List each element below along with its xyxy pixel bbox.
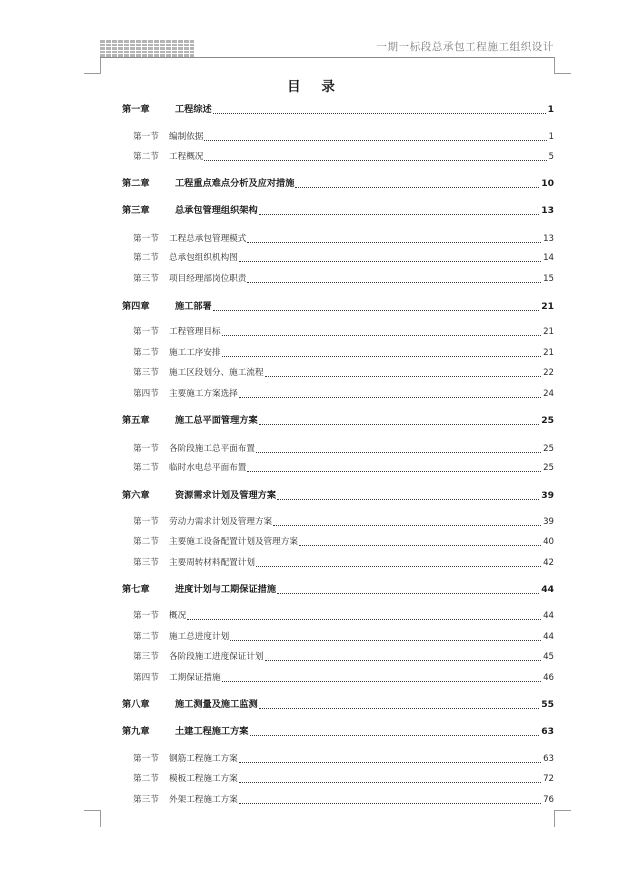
- toc-entry-page: 5: [548, 152, 554, 162]
- company-logo: [100, 40, 194, 57]
- toc-entry-title: 工程综述: [175, 104, 212, 115]
- toc-section-entry[interactable]: [133, 648, 554, 664]
- toc-dot-leader: [273, 525, 541, 526]
- crop-mark-top-left: [84, 57, 101, 74]
- crop-mark-bottom-left: [84, 810, 101, 827]
- toc-entry-number: 第一节: [133, 132, 159, 142]
- toc-entry-number: 第二节: [133, 632, 159, 642]
- toc-entry-title: 土建工程施工方案: [175, 726, 249, 737]
- toc-entry-title: 工程重点难点分析及应对措施: [175, 178, 295, 189]
- toc-entry-page: 45: [543, 652, 554, 662]
- toc-dot-leader: [277, 593, 539, 594]
- toc-dot-leader: [230, 640, 541, 641]
- toc-entry-page: 1: [547, 104, 554, 115]
- toc-entry-number: 第二节: [133, 348, 159, 358]
- toc-entry-number: 第二节: [133, 152, 159, 162]
- toc-dot-leader: [247, 242, 541, 243]
- toc-entry-page: 1: [548, 132, 554, 142]
- toc-entry-title: 施工测量及施工监测: [175, 699, 258, 710]
- toc-dot-leader: [259, 708, 540, 709]
- toc-section-entry[interactable]: [133, 628, 554, 644]
- toc-entry-title: 工程概况: [169, 152, 204, 162]
- toc-entry-title: 施工总平面管理方案: [175, 415, 258, 426]
- toc-entry-title: 项目经理部岗位职责: [169, 274, 247, 284]
- toc-dot-leader: [213, 113, 546, 114]
- toc-entry-page: 76: [543, 795, 554, 805]
- toc-entry-page: 39: [543, 517, 554, 527]
- toc-chapter-entry[interactable]: [122, 101, 554, 117]
- toc-dot-leader: [265, 660, 542, 661]
- toc-entry-title: 钢筋工程施工方案: [169, 754, 238, 764]
- toc-chapter-entry[interactable]: [122, 298, 554, 314]
- toc-entry-page: 24: [543, 389, 554, 399]
- toc-entry-number: 第二章: [122, 178, 150, 189]
- toc-chapter-entry[interactable]: [122, 723, 554, 739]
- toc-section-entry[interactable]: [133, 770, 554, 786]
- toc-entry-title: 施工区段划分、施工流程: [169, 368, 264, 378]
- toc-entry-number: 第五章: [122, 415, 150, 426]
- toc-dot-leader: [295, 187, 539, 188]
- toc-dot-leader: [256, 566, 541, 567]
- toc-section-entry[interactable]: [133, 440, 554, 456]
- toc-entry-title: 主要周转材料配置计划: [169, 558, 255, 568]
- toc-entry-page: 21: [543, 327, 554, 337]
- toc-section-entry[interactable]: [133, 249, 554, 265]
- toc-section-entry[interactable]: [133, 459, 554, 475]
- header-rule: [100, 57, 554, 58]
- toc-entry-number: 第二节: [133, 253, 159, 263]
- toc-entry-title: 资源需求计划及管理方案: [175, 490, 277, 501]
- toc-entry-page: 15: [543, 274, 554, 284]
- toc-title: 目 录: [287, 79, 343, 95]
- toc-entry-number: 第九章: [122, 726, 150, 737]
- toc-entry-title: 临时水电总平面布置: [169, 463, 247, 473]
- toc-entry-page: 25: [543, 463, 554, 473]
- toc-chapter-entry[interactable]: [122, 696, 554, 712]
- toc-section-entry[interactable]: [133, 364, 554, 380]
- toc-entry-title: 编制依据: [169, 132, 204, 142]
- toc-entry-title: 工程总承包管理模式: [169, 234, 247, 244]
- toc-entry-page: 14: [543, 253, 554, 263]
- toc-dot-leader: [204, 140, 546, 141]
- toc-section-entry[interactable]: [133, 230, 554, 246]
- toc-entry-page: 40: [543, 537, 554, 547]
- toc-entry-number: 第一节: [133, 611, 159, 621]
- toc-entry-title: 各阶段施工总平面布置: [169, 444, 255, 454]
- toc-chapter-entry[interactable]: [122, 581, 554, 597]
- toc-dot-leader: [187, 619, 541, 620]
- toc-entry-number: 第六章: [122, 490, 150, 501]
- toc-entry-title: 施工工序安排: [169, 348, 221, 358]
- toc-entry-page: 72: [543, 774, 554, 784]
- toc-entry-number: 第三节: [133, 652, 159, 662]
- toc-section-entry[interactable]: [133, 385, 554, 401]
- toc-section-entry[interactable]: [133, 533, 554, 549]
- toc-entry-number: 第二节: [133, 774, 159, 784]
- toc-entry-page: 21: [543, 348, 554, 358]
- toc-entry-page: 46: [543, 673, 554, 683]
- toc-entry-page: 21: [541, 301, 554, 312]
- toc-section-entry[interactable]: [133, 791, 554, 807]
- toc-entry-number: 第一节: [133, 754, 159, 764]
- toc-entry-page: 22: [543, 368, 554, 378]
- toc-entry-title: 工期保证措施: [169, 673, 221, 683]
- toc-chapter-entry[interactable]: [122, 175, 554, 191]
- toc-section-entry[interactable]: [133, 513, 554, 529]
- toc-entry-number: 第三节: [133, 795, 159, 805]
- toc-entry-number: 第二节: [133, 537, 159, 547]
- toc-entry-page: 13: [541, 205, 554, 216]
- toc-entry-page: 63: [543, 754, 554, 764]
- toc-entry-title: 总承包组织机构图: [169, 253, 238, 263]
- toc-dot-leader: [222, 681, 541, 682]
- toc-entry-title: 施工部署: [175, 301, 212, 312]
- toc-entry-page: 44: [543, 611, 554, 621]
- toc-dot-leader: [213, 310, 539, 311]
- toc-entry-number: 第三节: [133, 558, 159, 568]
- toc-entry-title: 进度计划与工期保证措施: [175, 584, 277, 595]
- toc-section-entry[interactable]: [133, 344, 554, 360]
- toc-dot-leader: [259, 214, 540, 215]
- toc-dot-leader: [239, 803, 541, 804]
- toc-dot-leader: [250, 735, 540, 736]
- crop-mark-top-right: [554, 57, 571, 74]
- toc-section-entry[interactable]: [133, 607, 554, 623]
- toc-entry-number: 第三节: [133, 368, 159, 378]
- toc-section-entry[interactable]: [133, 750, 554, 766]
- toc-entry-page: 42: [543, 558, 554, 568]
- toc-entry-title: 施工总进度计划: [169, 632, 230, 642]
- toc-entry-number: 第七章: [122, 584, 150, 595]
- toc-entry-number: 第四章: [122, 301, 150, 312]
- toc-entry-number: 第三章: [122, 205, 150, 216]
- toc-chapter-entry[interactable]: [122, 412, 554, 428]
- toc-section-entry[interactable]: [133, 554, 554, 570]
- toc-chapter-entry[interactable]: [122, 487, 554, 503]
- toc-dot-leader: [222, 335, 541, 336]
- toc-entry-page: 44: [541, 584, 554, 595]
- toc-entry-page: 63: [541, 726, 554, 737]
- toc-entry-title: 主要施工设备配置计划及管理方案: [169, 537, 298, 547]
- toc-entry-title: 劳动力需求计划及管理方案: [169, 517, 273, 527]
- toc-dot-leader: [239, 261, 541, 262]
- toc-entry-page: 13: [543, 234, 554, 244]
- toc-entry-number: 第八章: [122, 699, 150, 710]
- toc-dot-leader: [239, 762, 541, 763]
- toc-entry-title: 模板工程施工方案: [169, 774, 238, 784]
- toc-section-entry[interactable]: [133, 128, 554, 144]
- toc-entry-page: 25: [541, 415, 554, 426]
- toc-entry-number: 第二节: [133, 463, 159, 473]
- toc-section-entry[interactable]: [133, 323, 554, 339]
- toc-entry-page: 10: [541, 178, 554, 189]
- toc-dot-leader: [239, 782, 541, 783]
- toc-entry-title: 各阶段施工进度保证计划: [169, 652, 264, 662]
- toc-entry-page: 55: [541, 699, 554, 710]
- toc-chapter-entry[interactable]: [122, 202, 554, 218]
- toc-dot-leader: [256, 452, 541, 453]
- toc-dot-leader: [247, 471, 541, 472]
- toc-dot-leader: [222, 356, 541, 357]
- toc-entry-number: 第三节: [133, 274, 159, 284]
- toc-entry-number: 第一章: [122, 104, 150, 115]
- toc-section-entry[interactable]: [133, 270, 554, 286]
- toc-section-entry[interactable]: [133, 148, 554, 164]
- toc-dot-leader: [299, 545, 541, 546]
- toc-dot-leader: [247, 282, 541, 283]
- toc-entry-number: 第四节: [133, 673, 159, 683]
- toc-entry-title: 主要施工方案选择: [169, 389, 238, 399]
- toc-entry-number: 第四节: [133, 389, 159, 399]
- toc-entry-number: 第一节: [133, 517, 159, 527]
- toc-entry-title: 概况: [169, 611, 187, 621]
- toc-dot-leader: [239, 397, 541, 398]
- toc-entry-page: 44: [543, 632, 554, 642]
- running-header-title: 一期一标段总承包工程施工组织设计: [376, 41, 554, 53]
- toc-dot-leader: [265, 376, 542, 377]
- toc-entry-title: 工程管理目标: [169, 327, 221, 337]
- toc-entry-title: 总承包管理组织架构: [175, 205, 258, 216]
- toc-dot-leader: [277, 499, 539, 500]
- toc-entry-number: 第一节: [133, 327, 159, 337]
- toc-dot-leader: [204, 160, 546, 161]
- toc-entry-page: 25: [543, 444, 554, 454]
- toc-dot-leader: [259, 424, 540, 425]
- toc-entry-page: 39: [541, 490, 554, 501]
- toc-entry-title: 外架工程施工方案: [169, 795, 238, 805]
- toc-entry-number: 第一节: [133, 234, 159, 244]
- toc-entry-number: 第一节: [133, 444, 159, 454]
- toc-section-entry[interactable]: [133, 669, 554, 685]
- crop-mark-bottom-right: [554, 810, 571, 827]
